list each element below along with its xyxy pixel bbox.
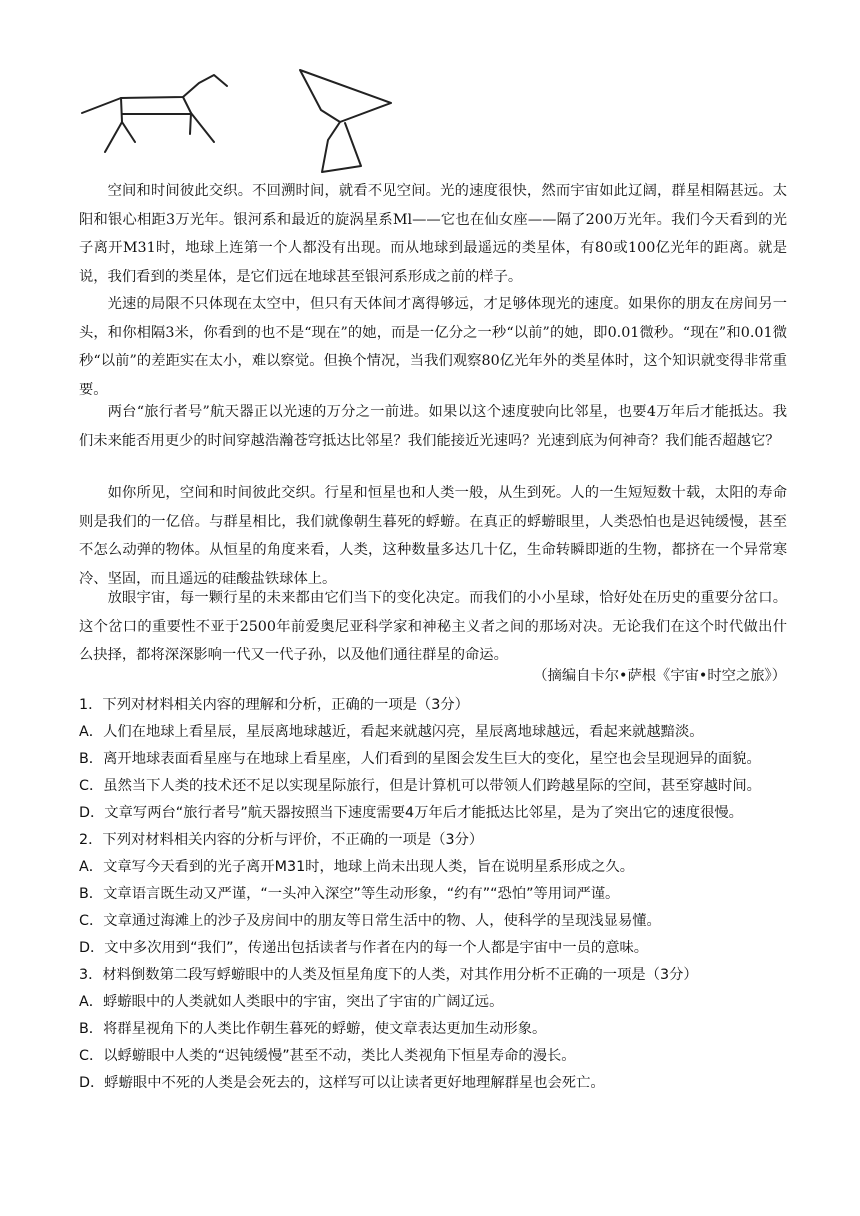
question-1-option-b: B．离开地球表面看星座与在地球上看星座，人们看到的星图会发生巨大的变化，星空也会呈现迥异的面貌。 <box>79 751 761 767</box>
passage-paragraph-5: 放眼宇宙，每一颗行星的未来都由它们当下的变化决定。而我们的小小星球，恰好处在历史的重要分岔口。这个岔口的重要性不亚于2500年前爱奥尼亚科学家和神秘主义者之间的那场对决。无论我们在这个时代做出什么抉择，都将深深影响一代又一代子孙，以及他们通往群星的命运。 <box>79 590 787 664</box>
question-3-option-d: D．蜉蝣眼中不死的人类是会死去的，这样写可以让读者更好地理解群星也会死亡。 <box>79 1075 605 1091</box>
question-3-stem: 3．材料倒数第二段写蜉蝣眼中的人类及恒星角度下的人类，对其作用分析不正确的一项是（3分） <box>79 967 698 983</box>
question-2-option-c: C．文章通过海滩上的沙子及房间中的朋友等日常生活中的物、人，使科学的呈现浅显易懂。 <box>79 913 661 929</box>
passage-paragraph-4: 如你所见，空间和时间彼此交织。行星和恒星也和人类一般，从生到死。人的一生短短数十载，太阳的寿命则是我们的一亿倍。与群星相比，我们就像朝生暮死的蜉蝣。在真正的蜉蝣眼里，人类恐怕也是迟钝缓慢，甚至不怎么动弹的物体。从恒星的角度来看，人类，这种数量多达几十亿，生命转瞬即逝的生物，都挤在一个异常寒冷、坚固，而且遥远的硅酸盐铁球体上。 <box>79 485 787 587</box>
question-2-option-d: D．文中多次用到“我们”，传递出包括读者与作者在内的每一个人都是宇宙中一员的意味。 <box>79 940 649 956</box>
question-3-option-a: A．蜉蝣眼中的人类就如人类眼中的宇宙，突出了宇宙的广阔辽远。 <box>79 994 504 1010</box>
constellation-figures <box>0 0 860 190</box>
horse-constellation-sketch-icon <box>82 75 227 152</box>
question-3-option-c: C．以蜉蝣眼中人类的“迟钝缓慢”甚至不动，类比人类视角下恒星寿命的漫长。 <box>79 1048 576 1064</box>
question-1-option-d: D．文章写两台“旅行者号”航天器按照当下速度需要4万年后才能抵达比邻星，是为了突出它的速度很慢。 <box>79 805 743 821</box>
question-1-option-c: C．虽然当下人类的技术还不足以实现星际旅行，但是计算机可以带领人们跨越星际的空间，甚至穿越时间。 <box>79 778 761 794</box>
passage-paragraph-3: 两台“旅行者号”航天器正以光速的万分之一前进。如果以这个速度驶向比邻星，也要4万年后才能抵达。我们未来能否用更少的时间穿越浩瀚苍穹抵达比邻星？我们能接近光速吗？光速到底为何神奇？我们能否超越它？ <box>79 404 787 449</box>
passage-paragraph-2: 光速的局限不只体现在太空中，但只有天体间才离得够远，才足够体现光的速度。如果你的朋友在房间另一头，和你相隔3米，你看到的也不是“现在”的她，而是一亿分之一秒“以前”的她，即0.01微秒。“现在”和0.01微秒“以前”的差距实在太小，难以察觉。但换个情况，当我们观察80亿光年外的类星体时，这个知识就变得非常重要。 <box>79 296 787 398</box>
passage-paragraph-1: 空间和时间彼此交织。不回溯时间，就看不见空间。光的速度很快，然而宇宙如此辽阔，群星相隔甚远。太阳和银心相距3万光年。银河系和最近的旋涡星系Ml——它也在仙女座——隔了200万光年。我们今天看到的光子离开M31时，地球上连第一个人都没有出现。而从地球到最遥远的类星体，有80或100亿光年的距离。就是说，我们看到的类星体，是它们远在地球甚至银河系形成之前的样子。 <box>79 183 787 285</box>
question-2-option-b: B．文章语言既生动又严谨，“一头冲入深空”等生动形象，“约有”“恐怕”等用词严谨。 <box>79 886 620 902</box>
constellation-sketch-icon <box>300 70 391 172</box>
question-1-option-a: A．人们在地球上看星辰，星辰离地球越近，看起来就越闪亮，星辰离地球越远，看起来就越黯淡。 <box>79 724 704 740</box>
question-1-stem: 1．下列对材料相关内容的理解和分析，正确的一项是（3分） <box>79 697 469 713</box>
passage-source: （摘编自卡尔•萨根《宇宙•时空之旅》） <box>533 668 786 684</box>
question-3-option-b: B．将群星视角下的人类比作朝生暮死的蜉蝣，使文章表达更加生动形象。 <box>79 1021 547 1037</box>
question-2-option-a: A．文章写今天看到的光子离开M31时，地球上尚未出现人类，旨在说明星系形成之久。 <box>79 859 634 875</box>
question-2-stem: 2．下列对材料相关内容的分析与评价，不正确的一项是（3分） <box>79 832 484 848</box>
